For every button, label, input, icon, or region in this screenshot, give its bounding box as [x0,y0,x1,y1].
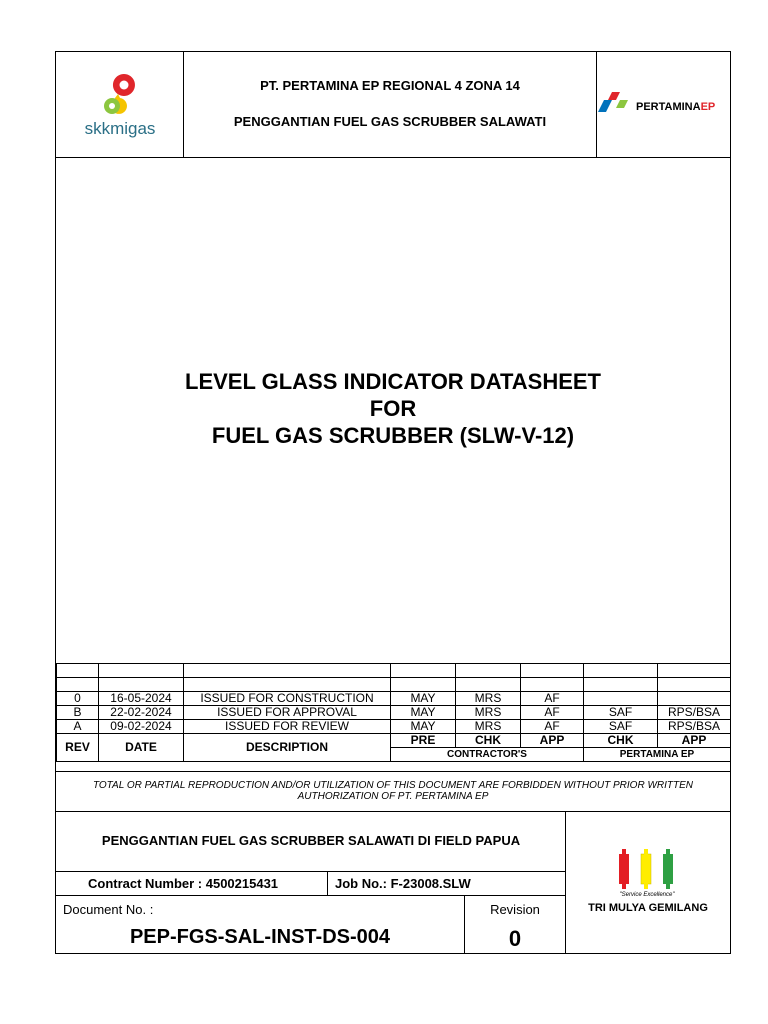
revision-cell-client-app [658,678,731,692]
revision-cell-rev [57,678,99,692]
document-number: PEP-FGS-SAL-INST-DS-004 [129,926,391,948]
project-name: PENGGANTIAN FUEL GAS SCRUBBER SALAWATI [233,114,547,129]
document-no-label: Document No. : [63,902,154,917]
revision-header-row [57,734,731,748]
header-divider [56,157,730,158]
revision-row [57,720,731,734]
revision-cell-client-app [658,692,731,706]
revision-cell-client-chk: SAF [584,720,658,734]
revision-row [57,706,731,720]
revision-value: 0 [508,926,522,951]
revision-cell-date: 16-05-2024 [99,692,184,706]
revision-cell-rev [57,664,99,678]
revision-table [56,663,731,762]
title-line-2: FOR [369,396,417,421]
revision-cell-pre: MAY [391,720,456,734]
contractor-group-header: CONTRACTOR'S [391,748,584,762]
title-line-3: FUEL GAS SCRUBBER (SLW-V-12) [211,423,575,448]
revision-cell-date: 22-02-2024 [99,706,184,720]
revision-cell-pre [391,664,456,678]
pre-header: PRE [391,734,456,748]
document-title [56,368,730,449]
revision-cell-chk [456,678,521,692]
header-col-divider-left [183,52,184,157]
pertamina-emblem-icon [598,88,730,128]
revision-cell-client-chk [584,678,658,692]
skkmigas-emblem-icon [68,68,172,148]
revision-cell-client-chk [584,664,658,678]
revision-cell-chk: MRS [456,706,521,720]
page-frame [55,51,731,954]
revision-cell-rev: B [57,706,99,720]
contractor-name: TRI MULYA GEMILANG [588,902,708,914]
revision-cell-pre: MAY [391,706,456,720]
client-group-header: PERTAMINA EP [584,748,731,762]
svg-text:"Service Excellence": "Service Excellence" [619,892,675,898]
revision-cell-app [521,664,584,678]
revision-cell-description: ISSUED FOR REVIEW [184,720,391,734]
revision-cell-chk: MRS [456,720,521,734]
skkmigas-logo [68,68,172,148]
pertamina-ep-logo [598,88,730,128]
revision-row [57,692,731,706]
title-line-1: LEVEL GLASS INDICATOR DATASHEET [185,369,601,394]
revision-cell-pre [391,678,456,692]
revision-cell-chk [456,664,521,678]
revision-cell-description: ISSUED FOR CONSTRUCTION [184,692,391,706]
revision-cell-date [99,664,184,678]
svg-text:PERTAMINAEP: PERTAMINAEP [636,101,716,113]
revision-cell-app: AF [521,706,584,720]
revision-row [57,678,731,692]
job-number: Job No.: F-23008.SLW [335,876,471,891]
rev-header: REV [57,734,99,762]
app-header: APP [521,734,584,748]
client-chk-header: CHK [584,734,658,748]
revision-cell-date [99,678,184,692]
revision-cell-pre: MAY [391,692,456,706]
notice-bottom-divider [56,811,730,812]
revision-cell-client-app: RPS/BSA [658,706,731,720]
revision-label: Revision [490,902,540,917]
revision-cell-rev: 0 [57,692,99,706]
revision-cell-client-chk [584,692,658,706]
revision-cell-client-app [658,664,731,678]
revision-cell-client-app: RPS/BSA [658,720,731,734]
description-header: DESCRIPTION [184,734,391,762]
revision-cell-description [184,678,391,692]
date-header: DATE [99,734,184,762]
revision-cell-description [184,664,391,678]
revision-row [57,664,731,678]
reproduction-notice: TOTAL OR PARTIAL REPRODUCTION AND/OR UTILIZATION OF THIS DOCUMENT ARE FORBIDDEN WITHOUT PRIOR WRITTEN AUTHORIZATION OF PT. PERTAMINA EP [92,780,694,802]
client-app-header: APP [658,734,731,748]
revision-cell-client-chk: SAF [584,706,658,720]
revision-cell-description: ISSUED FOR APPROVAL [184,706,391,720]
header-col-divider-right [596,52,597,157]
footer-divider-2 [56,895,565,896]
footer-project-name: PENGGANTIAN FUEL GAS SCRUBBER SALAWATI DI FIELD PAPUA [101,833,521,848]
revision-cell-app: AF [521,720,584,734]
svg-text:skkmigas: skkmigas [84,119,156,138]
notice-top-divider [56,771,730,772]
company-name: PT. PERTAMINA EP REGIONAL 4 ZONA 14 [260,78,520,93]
revision-cell-date: 09-02-2024 [99,720,184,734]
footer-divider-1 [56,871,565,872]
tri-mulya-gemilang-logo [610,846,685,898]
revision-cell-chk: MRS [456,692,521,706]
revision-cell-app: AF [521,692,584,706]
revision-cell-app [521,678,584,692]
contract-job-divider [327,871,328,895]
chk-header: CHK [456,734,521,748]
tmg-bars-icon [610,846,685,898]
contract-number: Contract Number : 4500215431 [88,876,279,891]
revision-cell-rev: A [57,720,99,734]
